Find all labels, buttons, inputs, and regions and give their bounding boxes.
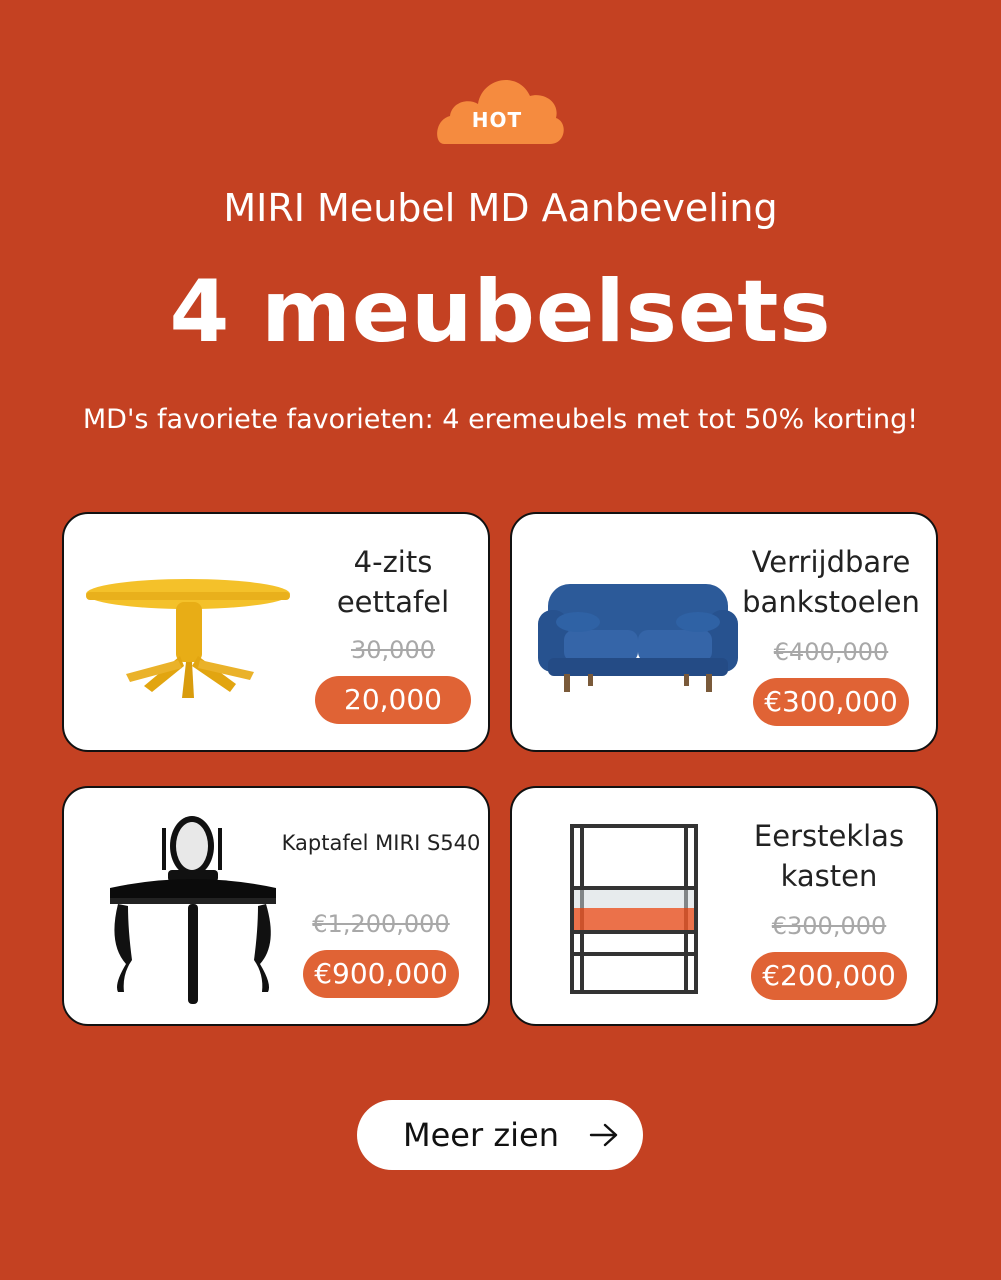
black-vanity-table-image	[108, 814, 278, 1010]
product-name-line1: Verrijdbare	[751, 545, 911, 579]
product-name-line2: bankstoelen	[742, 585, 920, 619]
page-subtitle: MIRI Meubel MD Aanbeveling	[223, 186, 778, 230]
arrow-right-icon	[589, 1122, 619, 1148]
product-info	[274, 788, 488, 1024]
product-card-dining-table[interactable]	[62, 512, 490, 752]
product-name-line1: Eersteklas	[753, 819, 905, 853]
new-price-pill[interactable]: €200,000	[751, 952, 907, 1000]
product-name-line1: 4-zits	[353, 545, 433, 579]
page-tagline: MD's favoriete favorieten: 4 eremeubels met tot 50% korting!	[82, 404, 919, 435]
old-price: €400,000	[773, 638, 889, 666]
product-info	[726, 514, 936, 750]
product-info	[722, 788, 936, 1024]
product-name-line2: kasten	[780, 859, 878, 893]
product-card-sofa[interactable]	[510, 512, 938, 752]
product-card-cabinet[interactable]	[510, 786, 938, 1026]
product-card-vanity[interactable]	[62, 786, 490, 1026]
old-price: €1,200,000	[312, 910, 450, 938]
metal-glass-cabinet-image	[568, 822, 708, 998]
meer-zien-button[interactable]	[357, 1100, 643, 1170]
new-price-pill[interactable]: €900,000	[303, 950, 459, 998]
old-price: €300,000	[771, 912, 887, 940]
product-info	[298, 514, 488, 750]
page-title: 4 meubelsets	[169, 262, 832, 362]
hot-badge	[434, 70, 566, 146]
new-price-pill[interactable]: 20,000	[315, 676, 471, 724]
old-price: 30,000	[351, 636, 435, 664]
product-name-line2: eettafel	[336, 585, 450, 619]
product-name: Kaptafel MIRI S540	[281, 831, 481, 855]
blue-sofa-image	[538, 580, 738, 700]
meer-zien-label: Meer zien	[403, 1116, 559, 1154]
badge-label: HOT	[471, 108, 523, 132]
new-price-pill[interactable]: €300,000	[753, 678, 909, 726]
yellow-dining-table-image	[86, 574, 296, 704]
